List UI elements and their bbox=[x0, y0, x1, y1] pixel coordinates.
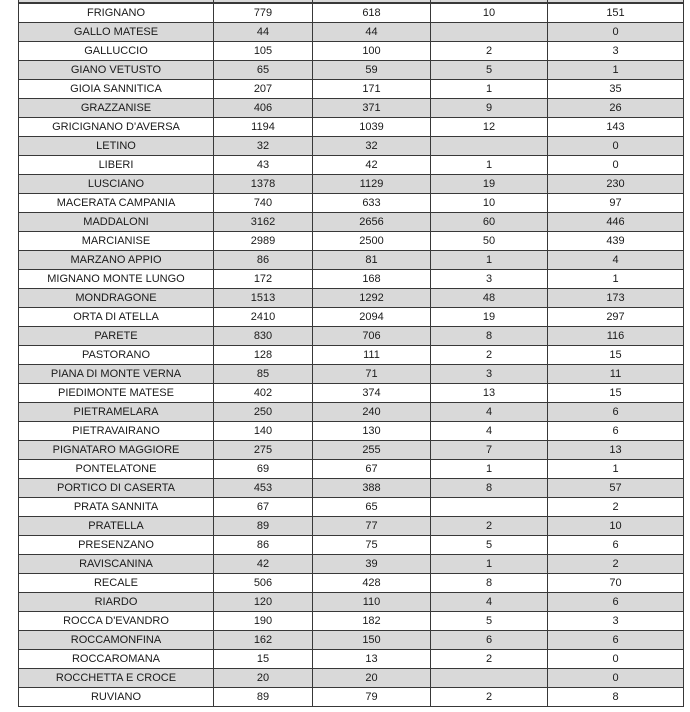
value-cell: 173 bbox=[548, 289, 684, 308]
value-cell: 120 bbox=[214, 593, 313, 612]
table-row bbox=[19, 175, 684, 194]
value-cell: 402 bbox=[214, 384, 313, 403]
value-cell: 5 bbox=[431, 536, 548, 555]
value-cell: 5 bbox=[431, 612, 548, 631]
value-cell: 439 bbox=[548, 232, 684, 251]
value-cell: 81 bbox=[313, 251, 431, 270]
value-cell: 2656 bbox=[313, 213, 431, 232]
table-row bbox=[19, 156, 684, 175]
value-cell: 706 bbox=[313, 327, 431, 346]
municipality-name-cell: RIARDO bbox=[19, 593, 214, 612]
table-row bbox=[19, 232, 684, 251]
municipality-name-cell: RAVISCANINA bbox=[19, 555, 214, 574]
value-cell: 151 bbox=[548, 3, 684, 23]
table-row bbox=[19, 289, 684, 308]
value-cell: 50 bbox=[431, 232, 548, 251]
value-cell: 779 bbox=[214, 3, 313, 23]
value-cell: 297 bbox=[548, 308, 684, 327]
value-cell: 67 bbox=[214, 498, 313, 517]
value-cell: 2 bbox=[431, 346, 548, 365]
value-cell: 1292 bbox=[313, 289, 431, 308]
value-cell: 172 bbox=[214, 270, 313, 289]
value-cell: 4 bbox=[548, 251, 684, 270]
table-row bbox=[19, 460, 684, 479]
table-row bbox=[19, 612, 684, 631]
value-cell: 190 bbox=[214, 612, 313, 631]
value-cell: 182 bbox=[313, 612, 431, 631]
value-cell: 9 bbox=[431, 99, 548, 118]
value-cell: 371 bbox=[313, 99, 431, 118]
municipality-name-cell: GIANO VETUSTO bbox=[19, 61, 214, 80]
value-cell: 100 bbox=[313, 42, 431, 61]
value-cell: 19 bbox=[431, 308, 548, 327]
value-cell: 15 bbox=[548, 346, 684, 365]
table-row bbox=[19, 194, 684, 213]
municipality-name-cell: PIETRAVAIRANO bbox=[19, 422, 214, 441]
value-cell: 2 bbox=[548, 498, 684, 517]
value-cell: 4 bbox=[431, 403, 548, 422]
value-cell: 79 bbox=[313, 688, 431, 707]
value-cell: 75 bbox=[313, 536, 431, 555]
value-cell: 110 bbox=[313, 593, 431, 612]
value-cell: 20 bbox=[313, 669, 431, 688]
table-row bbox=[19, 365, 684, 384]
municipality-name-cell: GRICIGNANO D'AVERSA bbox=[19, 118, 214, 137]
municipality-name-cell: PASTORANO bbox=[19, 346, 214, 365]
value-cell: 1 bbox=[548, 270, 684, 289]
value-cell: 4 bbox=[431, 593, 548, 612]
value-cell: 0 bbox=[548, 137, 684, 156]
value-cell: 1039 bbox=[313, 118, 431, 137]
table-row bbox=[19, 384, 684, 403]
value-cell: 2 bbox=[548, 555, 684, 574]
value-cell: 89 bbox=[214, 517, 313, 536]
value-cell: 128 bbox=[214, 346, 313, 365]
value-cell: 6 bbox=[548, 536, 684, 555]
municipality-name-cell: ROCCHETTA E CROCE bbox=[19, 669, 214, 688]
table-row bbox=[19, 270, 684, 289]
value-cell: 1 bbox=[431, 80, 548, 99]
value-cell: 3 bbox=[431, 270, 548, 289]
value-cell: 0 bbox=[548, 650, 684, 669]
value-cell: 35 bbox=[548, 80, 684, 99]
municipality-name-cell: LIBERI bbox=[19, 156, 214, 175]
value-cell: 162 bbox=[214, 631, 313, 650]
table-row bbox=[19, 593, 684, 612]
value-cell: 60 bbox=[431, 213, 548, 232]
value-cell: 388 bbox=[313, 479, 431, 498]
municipality-name-cell: PIEDIMONTE MATESE bbox=[19, 384, 214, 403]
value-cell: 250 bbox=[214, 403, 313, 422]
value-cell: 1 bbox=[431, 460, 548, 479]
table-row bbox=[19, 251, 684, 270]
value-cell: 65 bbox=[214, 61, 313, 80]
value-cell: 3 bbox=[548, 612, 684, 631]
table-row bbox=[19, 61, 684, 80]
value-cell: 275 bbox=[214, 441, 313, 460]
municipality-name-cell: RUVIANO bbox=[19, 688, 214, 707]
table-row bbox=[19, 479, 684, 498]
municipality-name-cell: MIGNANO MONTE LUNGO bbox=[19, 270, 214, 289]
table-row bbox=[19, 631, 684, 650]
value-cell: 168 bbox=[313, 270, 431, 289]
value-cell: 5 bbox=[431, 61, 548, 80]
value-cell: 12 bbox=[431, 118, 548, 137]
value-cell: 6 bbox=[548, 422, 684, 441]
value-cell: 89 bbox=[214, 688, 313, 707]
value-cell: 230 bbox=[548, 175, 684, 194]
value-cell: 67 bbox=[313, 460, 431, 479]
value-cell: 1 bbox=[431, 555, 548, 574]
value-cell: 10 bbox=[431, 3, 548, 23]
value-cell: 44 bbox=[214, 23, 313, 42]
value-cell bbox=[431, 669, 548, 688]
data-table bbox=[18, 0, 684, 707]
municipality-name-cell: MACERATA CAMPANIA bbox=[19, 194, 214, 213]
value-cell: 13 bbox=[548, 441, 684, 460]
value-cell: 207 bbox=[214, 80, 313, 99]
value-cell: 0 bbox=[548, 156, 684, 175]
value-cell: 1 bbox=[548, 460, 684, 479]
municipality-name-cell: PIANA DI MONTE VERNA bbox=[19, 365, 214, 384]
table-row bbox=[19, 42, 684, 61]
value-cell: 39 bbox=[313, 555, 431, 574]
municipality-name-cell: ORTA DI ATELLA bbox=[19, 308, 214, 327]
value-cell: 10 bbox=[548, 517, 684, 536]
value-cell: 77 bbox=[313, 517, 431, 536]
value-cell: 42 bbox=[313, 156, 431, 175]
municipality-name-cell: MONDRAGONE bbox=[19, 289, 214, 308]
value-cell bbox=[431, 498, 548, 517]
municipality-name-cell: RECALE bbox=[19, 574, 214, 593]
value-cell: 8 bbox=[431, 479, 548, 498]
table-row bbox=[19, 574, 684, 593]
municipality-name-cell: LUSCIANO bbox=[19, 175, 214, 194]
table-row bbox=[19, 346, 684, 365]
value-cell: 2 bbox=[431, 688, 548, 707]
municipality-name-cell: LETINO bbox=[19, 137, 214, 156]
value-cell: 830 bbox=[214, 327, 313, 346]
value-cell: 6 bbox=[548, 403, 684, 422]
municipality-name-cell: PARETE bbox=[19, 327, 214, 346]
value-cell: 3162 bbox=[214, 213, 313, 232]
value-cell: 446 bbox=[548, 213, 684, 232]
value-cell: 506 bbox=[214, 574, 313, 593]
table-row bbox=[19, 422, 684, 441]
municipality-name-cell: GIOIA SANNITICA bbox=[19, 80, 214, 99]
value-cell: 10 bbox=[431, 194, 548, 213]
value-cell bbox=[431, 23, 548, 42]
municipality-name-cell: PONTELATONE bbox=[19, 460, 214, 479]
value-cell: 15 bbox=[214, 650, 313, 669]
value-cell: 406 bbox=[214, 99, 313, 118]
value-cell: 8 bbox=[431, 574, 548, 593]
value-cell: 20 bbox=[214, 669, 313, 688]
value-cell: 6 bbox=[431, 631, 548, 650]
value-cell: 633 bbox=[313, 194, 431, 213]
value-cell: 618 bbox=[313, 3, 431, 23]
value-cell: 97 bbox=[548, 194, 684, 213]
value-cell: 8 bbox=[548, 688, 684, 707]
municipality-name-cell: GRAZZANISE bbox=[19, 99, 214, 118]
value-cell: 11 bbox=[548, 365, 684, 384]
value-cell: 116 bbox=[548, 327, 684, 346]
table-row bbox=[19, 498, 684, 517]
table-row bbox=[19, 80, 684, 99]
table-body bbox=[19, 3, 684, 707]
value-cell: 32 bbox=[214, 137, 313, 156]
value-cell: 2500 bbox=[313, 232, 431, 251]
value-cell: 6 bbox=[548, 593, 684, 612]
value-cell: 8 bbox=[431, 327, 548, 346]
value-cell: 240 bbox=[313, 403, 431, 422]
municipality-name-cell: MADDALONI bbox=[19, 213, 214, 232]
value-cell: 26 bbox=[548, 99, 684, 118]
table-row bbox=[19, 3, 684, 23]
value-cell: 13 bbox=[431, 384, 548, 403]
value-cell: 2 bbox=[431, 42, 548, 61]
value-cell: 111 bbox=[313, 346, 431, 365]
value-cell bbox=[431, 137, 548, 156]
value-cell: 171 bbox=[313, 80, 431, 99]
table-row bbox=[19, 99, 684, 118]
value-cell: 0 bbox=[548, 23, 684, 42]
value-cell: 57 bbox=[548, 479, 684, 498]
value-cell: 3 bbox=[548, 42, 684, 61]
value-cell: 19 bbox=[431, 175, 548, 194]
value-cell: 85 bbox=[214, 365, 313, 384]
value-cell: 70 bbox=[548, 574, 684, 593]
value-cell: 105 bbox=[214, 42, 313, 61]
municipality-name-cell: ROCCAROMANA bbox=[19, 650, 214, 669]
value-cell: 48 bbox=[431, 289, 548, 308]
value-cell: 2 bbox=[431, 650, 548, 669]
value-cell: 428 bbox=[313, 574, 431, 593]
value-cell: 150 bbox=[313, 631, 431, 650]
table-row bbox=[19, 327, 684, 346]
value-cell: 0 bbox=[548, 669, 684, 688]
value-cell: 2094 bbox=[313, 308, 431, 327]
municipality-name-cell: ROCCAMONFINA bbox=[19, 631, 214, 650]
table-row bbox=[19, 650, 684, 669]
table-row bbox=[19, 308, 684, 327]
table-row bbox=[19, 137, 684, 156]
value-cell: 1513 bbox=[214, 289, 313, 308]
municipality-name-cell: PORTICO DI CASERTA bbox=[19, 479, 214, 498]
value-cell: 15 bbox=[548, 384, 684, 403]
value-cell: 1 bbox=[548, 61, 684, 80]
table-row bbox=[19, 536, 684, 555]
value-cell: 2 bbox=[431, 517, 548, 536]
table-row bbox=[19, 403, 684, 422]
value-cell: 86 bbox=[214, 536, 313, 555]
value-cell: 1378 bbox=[214, 175, 313, 194]
table-row bbox=[19, 213, 684, 232]
value-cell: 4 bbox=[431, 422, 548, 441]
value-cell: 6 bbox=[548, 631, 684, 650]
value-cell: 86 bbox=[214, 251, 313, 270]
value-cell: 140 bbox=[214, 422, 313, 441]
value-cell: 43 bbox=[214, 156, 313, 175]
table-row bbox=[19, 688, 684, 707]
municipality-name-cell: MARCIANISE bbox=[19, 232, 214, 251]
table-row bbox=[19, 23, 684, 42]
value-cell: 374 bbox=[313, 384, 431, 403]
value-cell: 1194 bbox=[214, 118, 313, 137]
value-cell: 71 bbox=[313, 365, 431, 384]
value-cell: 1 bbox=[431, 251, 548, 270]
value-cell: 143 bbox=[548, 118, 684, 137]
municipality-name-cell: PRATA SANNITA bbox=[19, 498, 214, 517]
value-cell: 65 bbox=[313, 498, 431, 517]
municipality-name-cell: MARZANO APPIO bbox=[19, 251, 214, 270]
table-row bbox=[19, 118, 684, 137]
table-row bbox=[19, 555, 684, 574]
municipality-name-cell: PIETRAMELARA bbox=[19, 403, 214, 422]
municipality-name-cell: PIGNATARO MAGGIORE bbox=[19, 441, 214, 460]
value-cell: 59 bbox=[313, 61, 431, 80]
value-cell: 740 bbox=[214, 194, 313, 213]
value-cell: 13 bbox=[313, 650, 431, 669]
municipality-name-cell: GALLO MATESE bbox=[19, 23, 214, 42]
value-cell: 1 bbox=[431, 156, 548, 175]
table-row bbox=[19, 669, 684, 688]
municipality-name-cell: FRIGNANO bbox=[19, 3, 214, 23]
value-cell: 130 bbox=[313, 422, 431, 441]
value-cell: 32 bbox=[313, 137, 431, 156]
municipality-name-cell: PRATELLA bbox=[19, 517, 214, 536]
value-cell: 453 bbox=[214, 479, 313, 498]
municipality-name-cell: GALLUCCIO bbox=[19, 42, 214, 61]
value-cell: 42 bbox=[214, 555, 313, 574]
value-cell: 2989 bbox=[214, 232, 313, 251]
value-cell: 44 bbox=[313, 23, 431, 42]
municipality-name-cell: PRESENZANO bbox=[19, 536, 214, 555]
value-cell: 255 bbox=[313, 441, 431, 460]
value-cell: 7 bbox=[431, 441, 548, 460]
value-cell: 2410 bbox=[214, 308, 313, 327]
value-cell: 69 bbox=[214, 460, 313, 479]
value-cell: 3 bbox=[431, 365, 548, 384]
table-row bbox=[19, 441, 684, 460]
value-cell: 1129 bbox=[313, 175, 431, 194]
table-row bbox=[19, 517, 684, 536]
municipality-name-cell: ROCCA D'EVANDRO bbox=[19, 612, 214, 631]
